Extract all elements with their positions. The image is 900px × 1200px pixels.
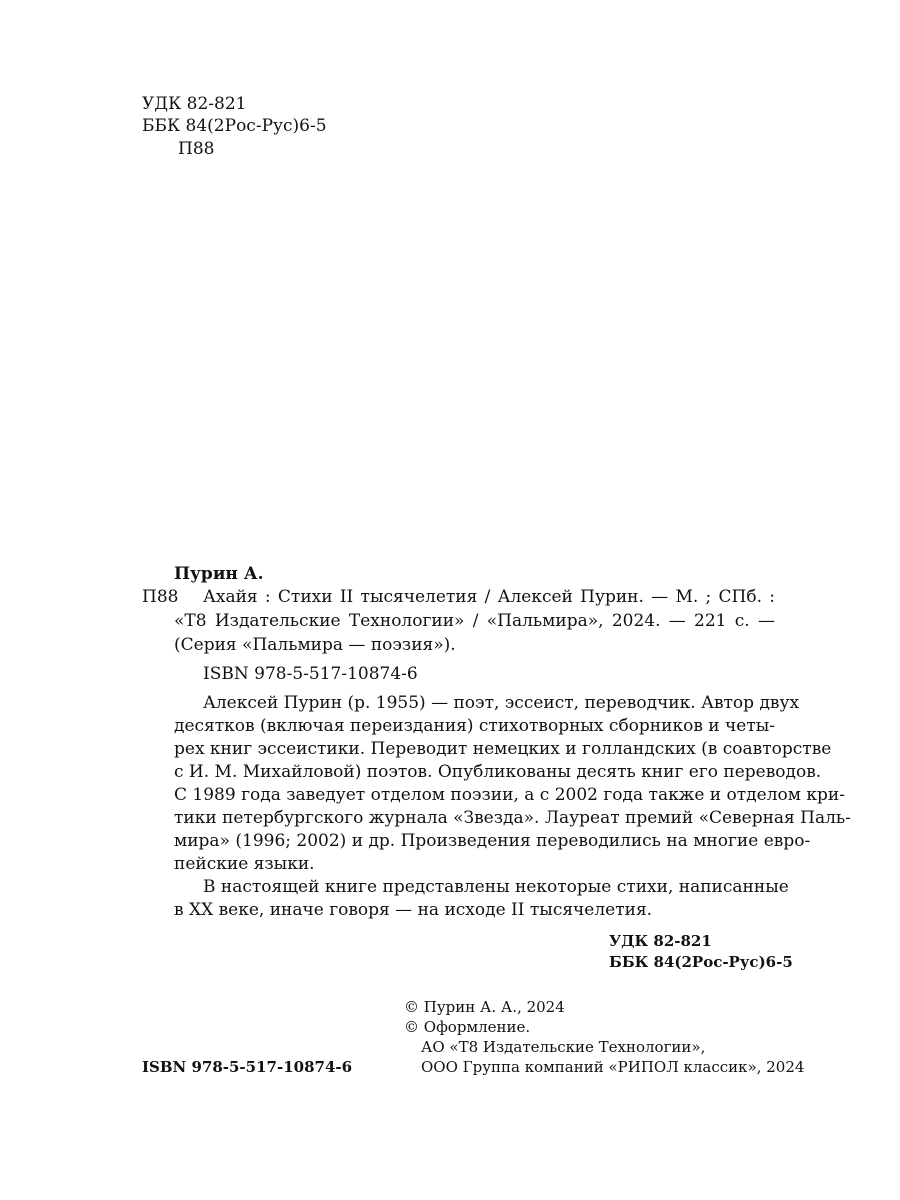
card-title-line-3: (Серия «Пальмира — поэзия»). <box>174 635 456 655</box>
abstract-line: Алексей Пурин (р. 1955) — поэт, эссеист, переводчик. Автор двух <box>203 693 800 713</box>
top-bbk: ББК 84(2Рос-Рус)6-5 <box>142 116 327 136</box>
abstract-line: тики петербургского журнала «Звезда». Лауреат премий «Северная Паль- <box>174 808 851 828</box>
card-isbn: ISBN 978-5-517-10874-6 <box>203 664 418 684</box>
card-code: П88 <box>142 587 179 607</box>
footer-isbn: ISBN 978-5-517-10874-6 <box>142 1058 353 1076</box>
copyright-line: © Оформление. <box>404 1018 531 1036</box>
card-bbk: ББК 84(2Рос-Рус)6-5 <box>609 953 793 971</box>
abstract-line: десятков (включая переиздания) стихотворных сборников и четы- <box>174 716 776 736</box>
copyright-line: ООО Группа компаний «РИПОЛ классик», 2024 <box>421 1058 805 1076</box>
card-title-line-2: «Т8 Издательские Технологии» / «Пальмира», 2024. — 221 с. — <box>174 611 775 631</box>
card-udk: УДК 82-821 <box>609 932 712 950</box>
copyright-line: АО «Т8 Издательские Технологии», <box>421 1038 706 1056</box>
abstract-line: мира» (1996; 2002) и др. Произведения переводились на многие евро- <box>174 831 811 851</box>
abstract-line: пейские языки. <box>174 854 315 874</box>
card-author: Пурин А. <box>174 564 264 584</box>
card-title-line-1: Ахайя : Стихи II тысячелетия / Алексей Пурин. — М. ; СПб. : <box>203 587 775 607</box>
abstract-line: С 1989 года заведует отделом поэзии, а с 2002 года также и отделом кри- <box>174 785 845 805</box>
note-line: в XX веке, иначе говоря — на исходе II тысячелетия. <box>174 900 653 920</box>
abstract-line: с И. М. Михайловой) поэтов. Опубликованы десять книг его переводов. <box>174 762 822 782</box>
abstract-line: рех книг эссеистики. Переводит немецких и голландских (в соавторстве <box>174 739 832 759</box>
top-udk: УДК 82-821 <box>142 94 247 114</box>
note-line: В настоящей книге представлены некоторые стихи, написанные <box>203 877 789 897</box>
copyright-line: © Пурин А. А., 2024 <box>404 998 565 1016</box>
top-author-code: П88 <box>178 139 215 159</box>
